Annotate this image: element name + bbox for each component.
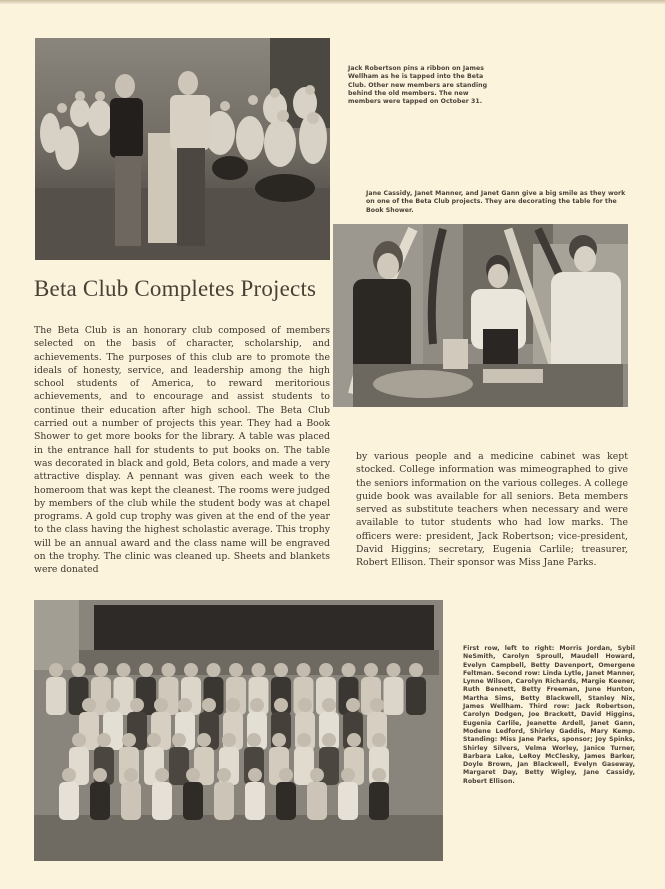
page-title: Beta Club Completes Projects: [34, 276, 317, 301]
photo-decorating-table: [333, 224, 628, 407]
article-column-1: The Beta Club is an honorary club composed of members selected on the basis of character, scholarship, and achievements. The purposes of this club are to promote the ideals of honesty, service, and leadership among the high school students of America, to reward meritorious achievements, and to encourage and assist students to continue their education after high school. The Beta Club carried out a number of projects this year. They had a Book Shower to get more books for the library. A table was placed in the entrance hall for students to put books on. The table was decorated in black and gold, Beta colors, and made a very attractive display. A pennant was given each week to the homeroom that was kept the cleanest. The rooms were judged by members of the club while the student body was at chapel programs. A gold cup trophy was given at the end of the year to the class having the highest scholastic average. This trophy will be an annual award and the class name will be engraved on the trophy. The clinic was cleaned up. Sheets and blankets were donated: [34, 325, 330, 576]
caption-decorating-table: Jane Cassidy, Janet Manner, and Janet Gann give a big smile as they work on one of the Beta Club projects. They are decorating the table for the Book Shower.: [366, 190, 626, 214]
page-top-edge: [0, 0, 665, 4]
photo-tapping-ceremony: [35, 38, 330, 260]
caption-group-portrait: First row, left to right: Morris Jordan, Sybil NeSmith, Carolyn Sproull, Maudell Howard, Evelyn Campbell, Betty Davenport, Omergene Feltman. Second row: Linda Lytle, Janet Manner, Lynne Wilson, Carolyn Richards, Margie Keener, Ruth Bennett, Betty Freeman, June Hunton, Martha Sims, Betty Blackwell, Stanley Nix, James Wellham. Third row: Jack Robertson, Carolyn Dodgen, Joe Brackett, David Higgins, Eugenia Carlile, Jeanette Ardell, Janet Gann, Modene Ledford, Shirley Gaddis, Mary Kemp. Standing: Miss Jane Parks, sponsor; Joy Spinks, Shirley Silvers, Velma Worley, Janice Turner, Barbara Lake, LeRoy McClesky, James Barker, Doyle Brown, Jan Blackwell, Evelyn Gaseway, Margaret Day, Betty Wigley, Jane Cassidy, Robert Ellison.: [463, 645, 635, 785]
caption-tapping-ceremony: Jack Robertson pins a ribbon on James Wellham as he is tapped into the Beta Club. Other new members are standing behind the old members. The new members were tapped on October 31.: [348, 65, 488, 106]
photo-group-portrait: [34, 600, 443, 861]
article-column-2: by various people and a medicine cabinet was kept stocked. College information was mimeographed to give the seniors information on the various colleges. A college guide book was available for all seniors. Beta members served as substitute teachers when necessary and were available to tutor students who had low marks. The officers were: president, Jack Robertson; vice-president, David Higgins; secretary, Eugenia Carlile; treasurer, Robert Ellison. Their sponsor was Miss Jane Parks.: [356, 451, 628, 569]
